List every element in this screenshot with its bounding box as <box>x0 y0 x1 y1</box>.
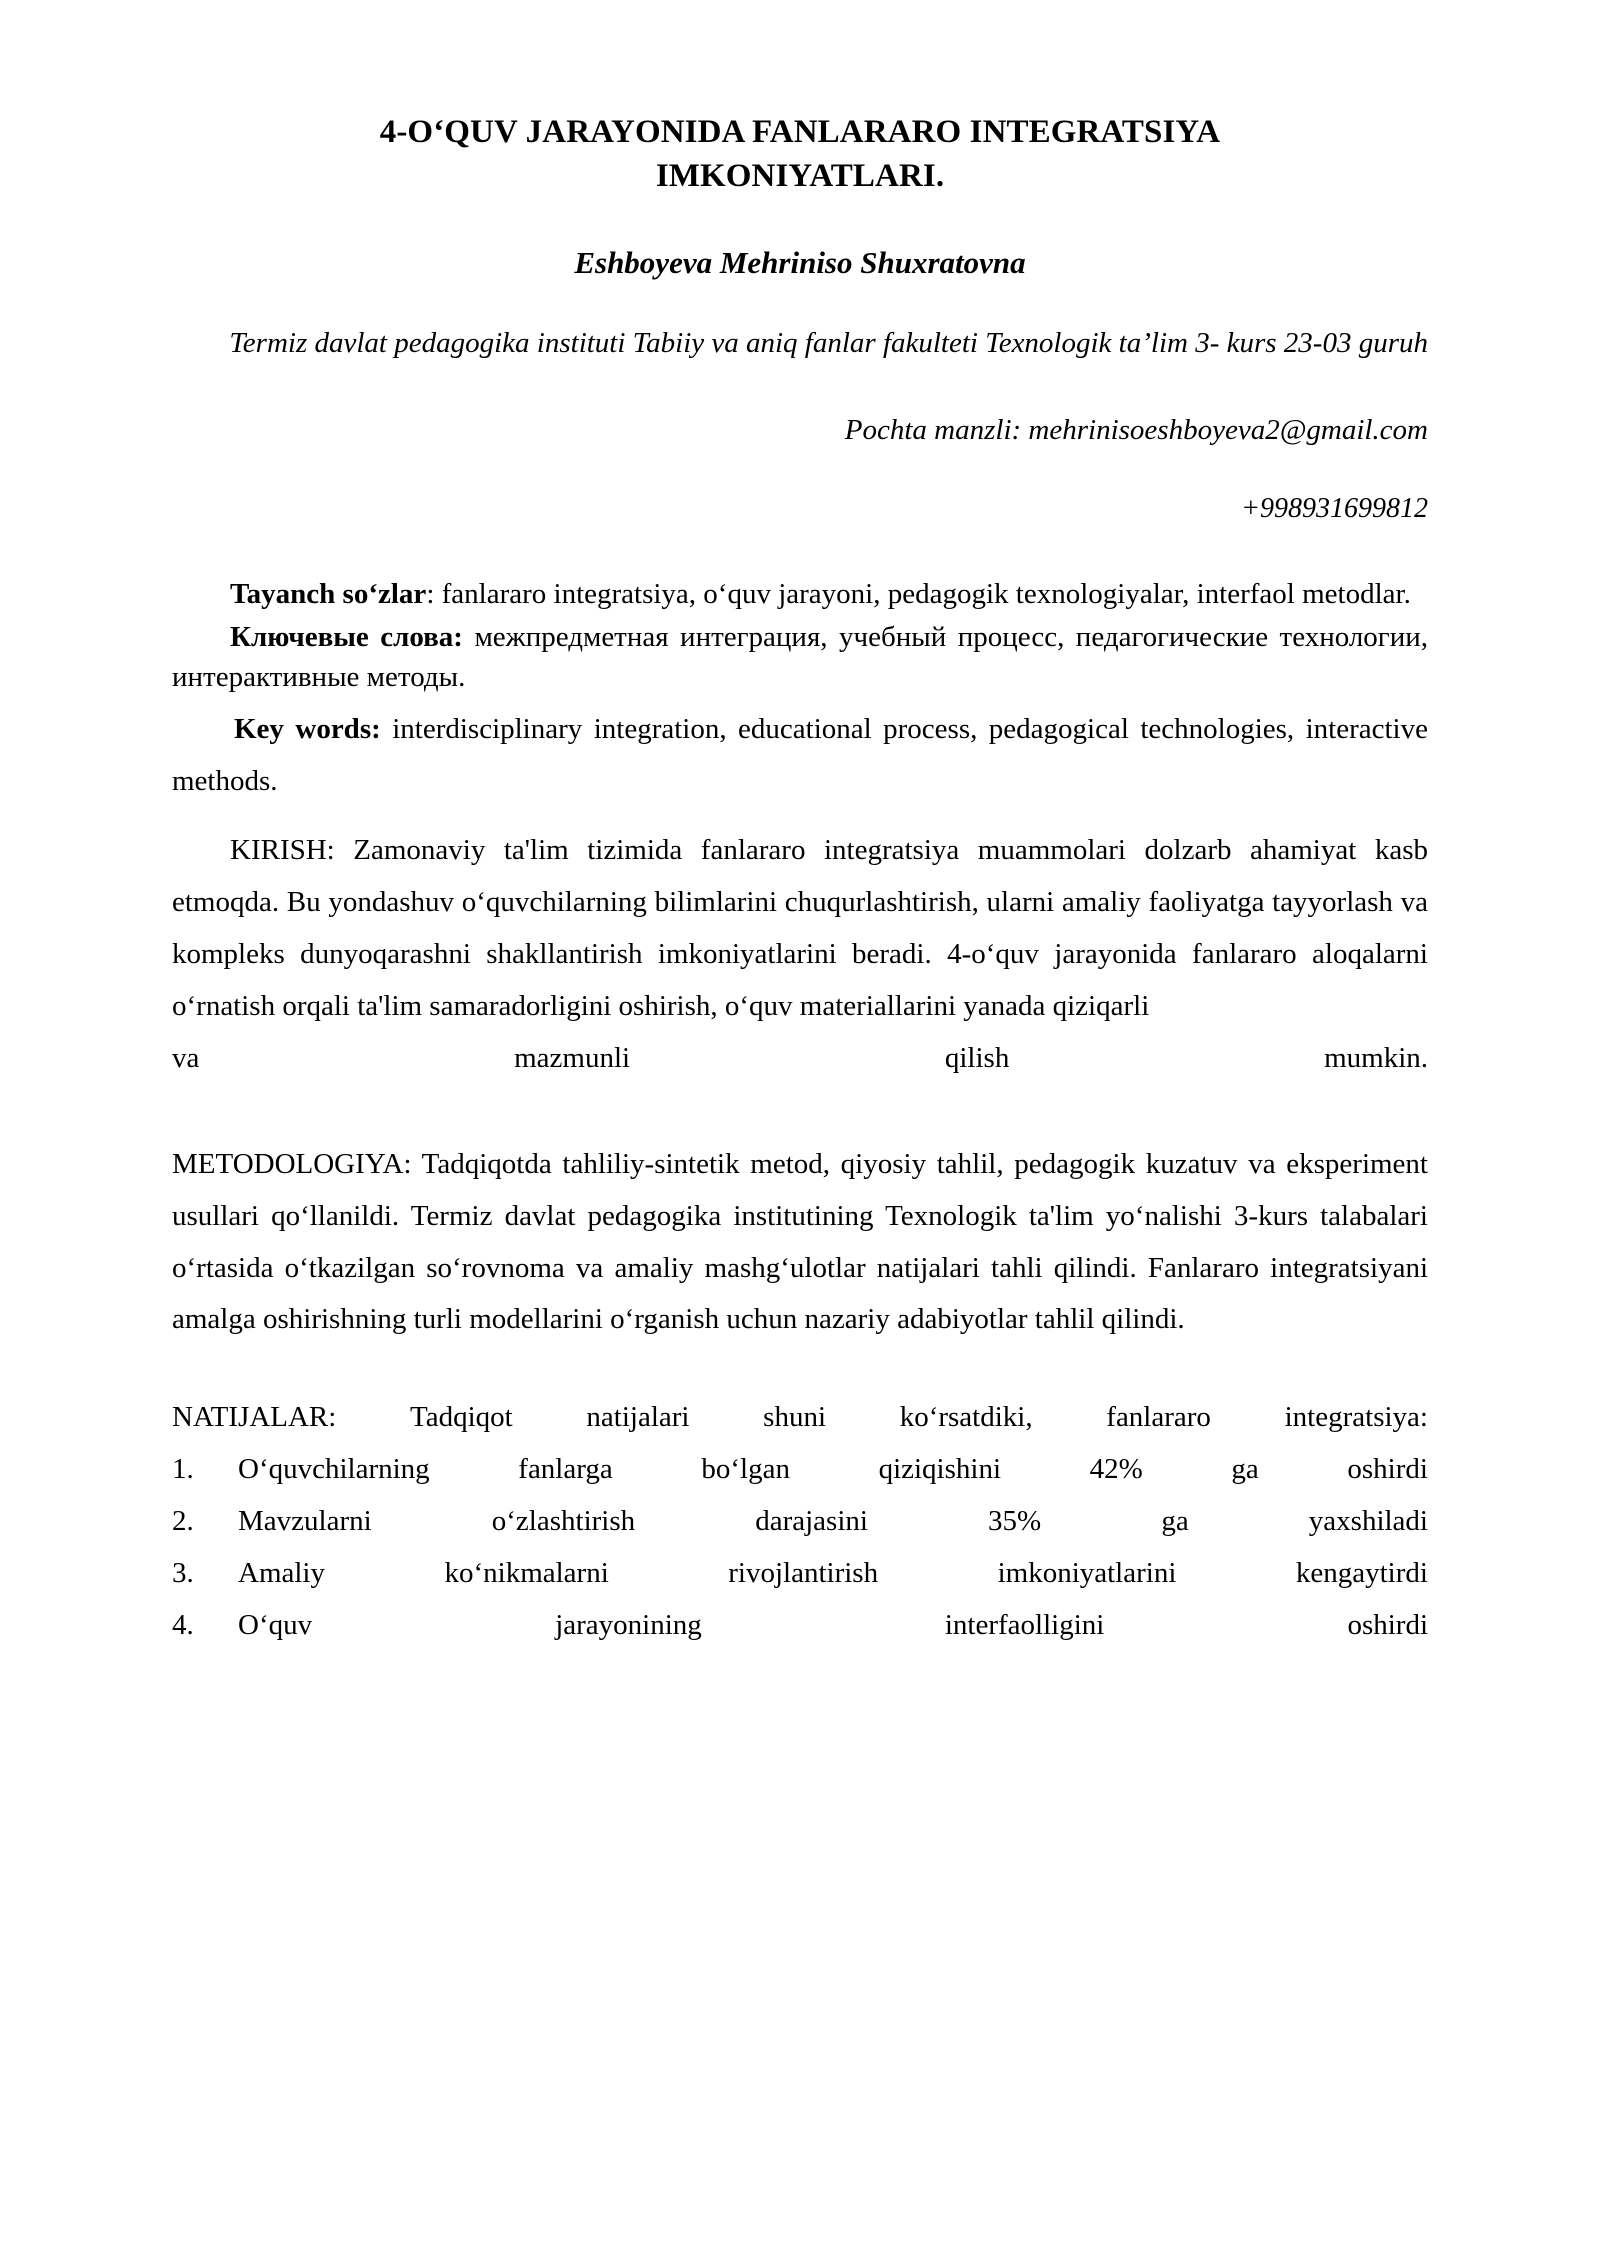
list-item-word: kengaytirdi <box>1295 1557 1428 1590</box>
author-phone: +998931699812 <box>1241 492 1428 524</box>
list-item-word: o‘zlashtirish <box>491 1505 636 1538</box>
list-item-number: 2. <box>172 1505 194 1538</box>
natijalar-intro-word: ko‘rsatdiki, <box>899 1401 1033 1434</box>
natijalar-intro-word: natijalari <box>586 1401 690 1434</box>
list-item-word: interfaolligini <box>944 1608 1105 1641</box>
list-item <box>172 1548 1428 1600</box>
keywords-english-text: interdisciplinary integration, educational process, pedagogical technologies, interactive methods. <box>172 712 1428 797</box>
list-item-text <box>238 1444 1428 1496</box>
list-item-text <box>238 1600 1428 1652</box>
document-content <box>172 111 1428 1652</box>
list-item-word: darajasini <box>755 1505 868 1538</box>
list-item <box>172 1444 1428 1496</box>
kirish-paragraph <box>172 825 1428 1033</box>
kirish-body: Zamonaviy ta'lim tizimida fanlararo integratsiya muammolari dolzarb ahamiyat kasb etmoqda. Bu yondashuv o‘quvchilarning bilimlarini chuqurlashtirish, ularni amaliy faoliyatga tayyorlash va kompleks dunyoqarashni shakllantirish imkoniyatlarini beradi. 4-o‘quv jarayonida fanlararo aloqalarni o‘rnatish orqali ta'lim samaradorligini oshirish, o‘quv materiallarini yanada qiziqarli <box>172 834 1428 1022</box>
kirish-last-word: mumkin. <box>1324 1041 1428 1074</box>
author-email-line: Pochta manzli: mehrinisoeshboyeva2@gmail.com <box>844 414 1428 447</box>
list-item-word: jarayonining <box>555 1608 702 1641</box>
keywords-russian-label: Ключевые слова: <box>230 620 463 653</box>
kirish-heading: KIRISH: <box>230 834 335 867</box>
keywords-block <box>172 574 1428 808</box>
natijalar-intro-word: Tadqiqot <box>410 1401 513 1434</box>
kirish-last-word: mazmunli <box>514 1041 631 1074</box>
list-item-word: oshirdi <box>1347 1608 1428 1641</box>
list-item-word: fanlarga <box>518 1453 613 1486</box>
list-item-word: ko‘nikmalarni <box>444 1557 609 1590</box>
keywords-russian <box>172 617 1428 698</box>
list-item-text <box>238 1496 1428 1548</box>
results-list <box>172 1444 1428 1652</box>
list-item <box>172 1600 1428 1652</box>
metodologiya-heading: METODOLOGIYA: <box>172 1147 412 1180</box>
list-item-word: bo‘lgan <box>701 1453 790 1486</box>
natijalar-intro-line <box>172 1392 1428 1444</box>
list-item-word: yaxshiladi <box>1308 1505 1428 1538</box>
list-item-word: qiziqishini <box>878 1453 1002 1486</box>
section-metodologiya <box>172 1139 1428 1347</box>
natijalar-intro-word: fanlararo <box>1106 1401 1211 1434</box>
section-gap <box>172 1085 1428 1139</box>
natijalar-intro-word: integratsiya: <box>1284 1401 1428 1434</box>
keywords-uzbek-text: fanlararo integratsiya, o‘quv jarayoni, pedagogik texnologiyalar, interfaol metodlar. <box>434 577 1411 610</box>
list-item-number: 3. <box>172 1557 194 1590</box>
section-kirish <box>172 825 1428 1085</box>
list-item-word: O‘quv <box>238 1608 313 1641</box>
list-item-word: 35% <box>988 1505 1042 1538</box>
list-item-number: 1. <box>172 1453 194 1486</box>
list-item-word: Mavzularni <box>238 1505 372 1538</box>
list-item-word: oshirdi <box>1347 1453 1428 1486</box>
list-item-word: O‘quvchilarning <box>238 1453 430 1486</box>
keywords-uzbek-label: Tayanch so‘zlar <box>230 577 427 610</box>
list-item-word: ga <box>1231 1453 1259 1486</box>
keywords-english-label: Key words: <box>234 712 381 745</box>
page-title: 4-O‘QUV JARAYONIDA FANLARARO INTEGRATSIYA IMKONIYATLARI. <box>379 114 1221 194</box>
keywords-uzbek <box>172 574 1428 615</box>
keywords-russian-text: межпредметная интеграция, учебный процесс, педагогические технологии, интерактивные методы. <box>172 620 1428 694</box>
list-item <box>172 1496 1428 1548</box>
author-name: Eshboyeva Mehriniso Shuxratovna <box>574 244 1026 280</box>
natijalar-heading: NATIJALAR: <box>172 1401 337 1434</box>
section-gap <box>172 1346 1428 1392</box>
natijalar-intro-word: shuni <box>763 1401 826 1434</box>
list-item-word: rivojlantirish <box>728 1557 879 1590</box>
metodologiya-paragraph <box>172 1139 1428 1347</box>
keywords-uzbek-colon: : <box>426 577 435 610</box>
list-item-word: Amaliy <box>238 1557 325 1590</box>
list-item-text <box>238 1548 1428 1600</box>
list-item-word: ga <box>1161 1505 1189 1538</box>
author-affiliation: Termiz davlat pedagogika instituti Tabiiy va aniq fanlar fakulteti Texnologik ta’lim 3- kurs 23-03 guruh <box>229 327 1428 360</box>
kirish-last-word: qilish <box>944 1041 1010 1074</box>
kirish-last-word: va <box>172 1041 200 1074</box>
metodologiya-body: Tadqiqotda tahliliy-sintetik metod, qiyosiy tahlil, pedagogik kuzatuv va eksperiment usullari qo‘llanildi. Termiz davlat pedagogika institutining Texnologik ta'lim yo‘nalishi 3-kurs talabalari o‘rtasida o‘tkazilgan so‘rovnoma va amaliy mashg‘ulotlar natijalari tahli qilindi. Fanlararo integratsiyani amalga oshirishning turli modellarini o‘rganish uchun nazariy adabiyotlar tahlil qilindi. <box>172 1147 1428 1336</box>
list-item-word: imkoniyatlarini <box>997 1557 1177 1590</box>
list-item-number: 4. <box>172 1608 194 1641</box>
keywords-english <box>172 704 1428 807</box>
kirish-last-line <box>172 1033 1428 1085</box>
section-natijalar <box>172 1392 1428 1652</box>
list-item-word: 42% <box>1089 1453 1143 1486</box>
